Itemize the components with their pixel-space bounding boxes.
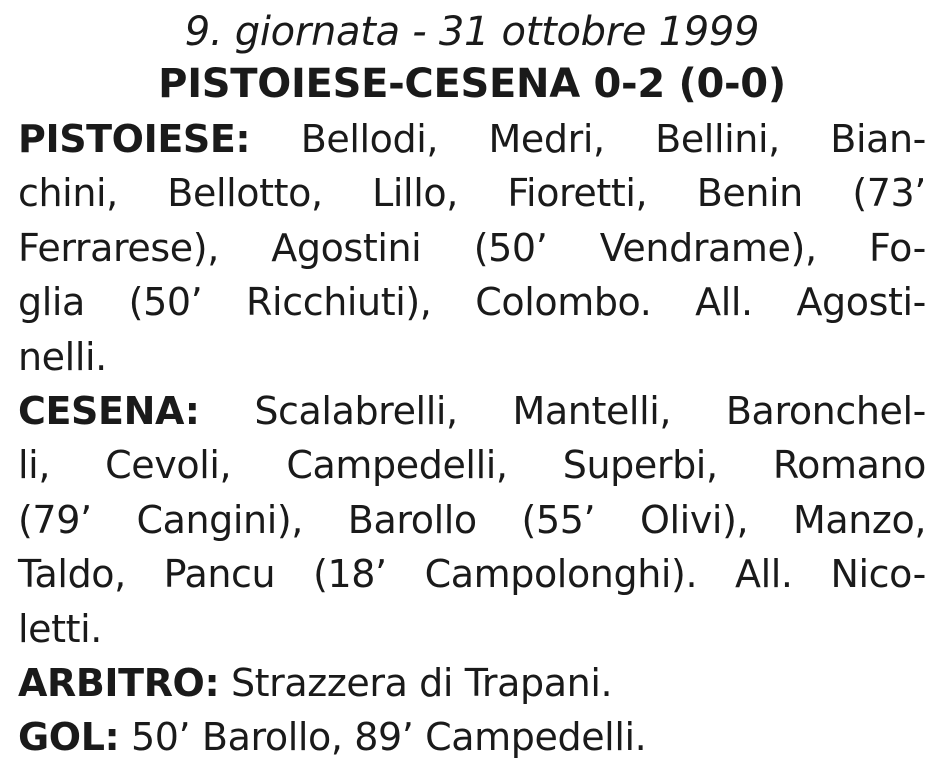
goals-line xyxy=(18,710,926,764)
pistoiese-line-4: glia (50’ Ricchiuti), Colombo. All. Agosti- xyxy=(18,280,926,325)
pistoiese-line-2: chini, Bellotto, Lillo, Fioretti, Benin (73’ xyxy=(18,171,926,216)
referee-line xyxy=(18,656,926,710)
match-result: PISTOIESE-CESENA 0-2 (0-0) xyxy=(158,61,786,107)
round-date: 9. giornata - 31 ottobre 1999 xyxy=(184,9,760,55)
team-label-pistoiese: PISTOIESE: xyxy=(18,117,251,161)
cesena-line-4: Taldo, Pancu (18’ Campolonghi). All. Nico- xyxy=(18,552,926,597)
referee xyxy=(18,656,926,710)
cesena-lineup xyxy=(18,384,926,656)
cesena-line-3: (79’ Cangini), Barollo (55’ Olivi), Manzo, xyxy=(18,497,926,542)
goals-text: 50’ Barollo, 89’ Campedelli. xyxy=(131,715,647,760)
cesena-text-1: Scalabrelli, Mantelli, Baronchel- xyxy=(254,388,926,433)
pistoiese-line-1 xyxy=(18,112,926,166)
pistoiese-text-1: Bellodi, Medri, Bellini, Bian- xyxy=(300,117,926,161)
cesena-line-1 xyxy=(18,384,926,438)
pistoiese-lineup xyxy=(18,112,926,384)
pistoiese-line-5: nelli. xyxy=(18,334,107,379)
goals xyxy=(18,710,926,764)
referee-label: ARBITRO: xyxy=(18,660,220,705)
team-label-cesena: CESENA: xyxy=(18,388,200,433)
cesena-line-5: letti. xyxy=(18,606,102,651)
cesena-line-2: li, Cevoli, Campedelli, Superbi, Romano xyxy=(18,443,926,488)
goals-label: GOL: xyxy=(18,715,120,760)
referee-name: Strazzera di Trapani. xyxy=(230,660,613,705)
pistoiese-line-3: Ferrarese), Agostini (50’ Vendrame), Fo- xyxy=(18,225,926,270)
match-report xyxy=(18,8,926,765)
